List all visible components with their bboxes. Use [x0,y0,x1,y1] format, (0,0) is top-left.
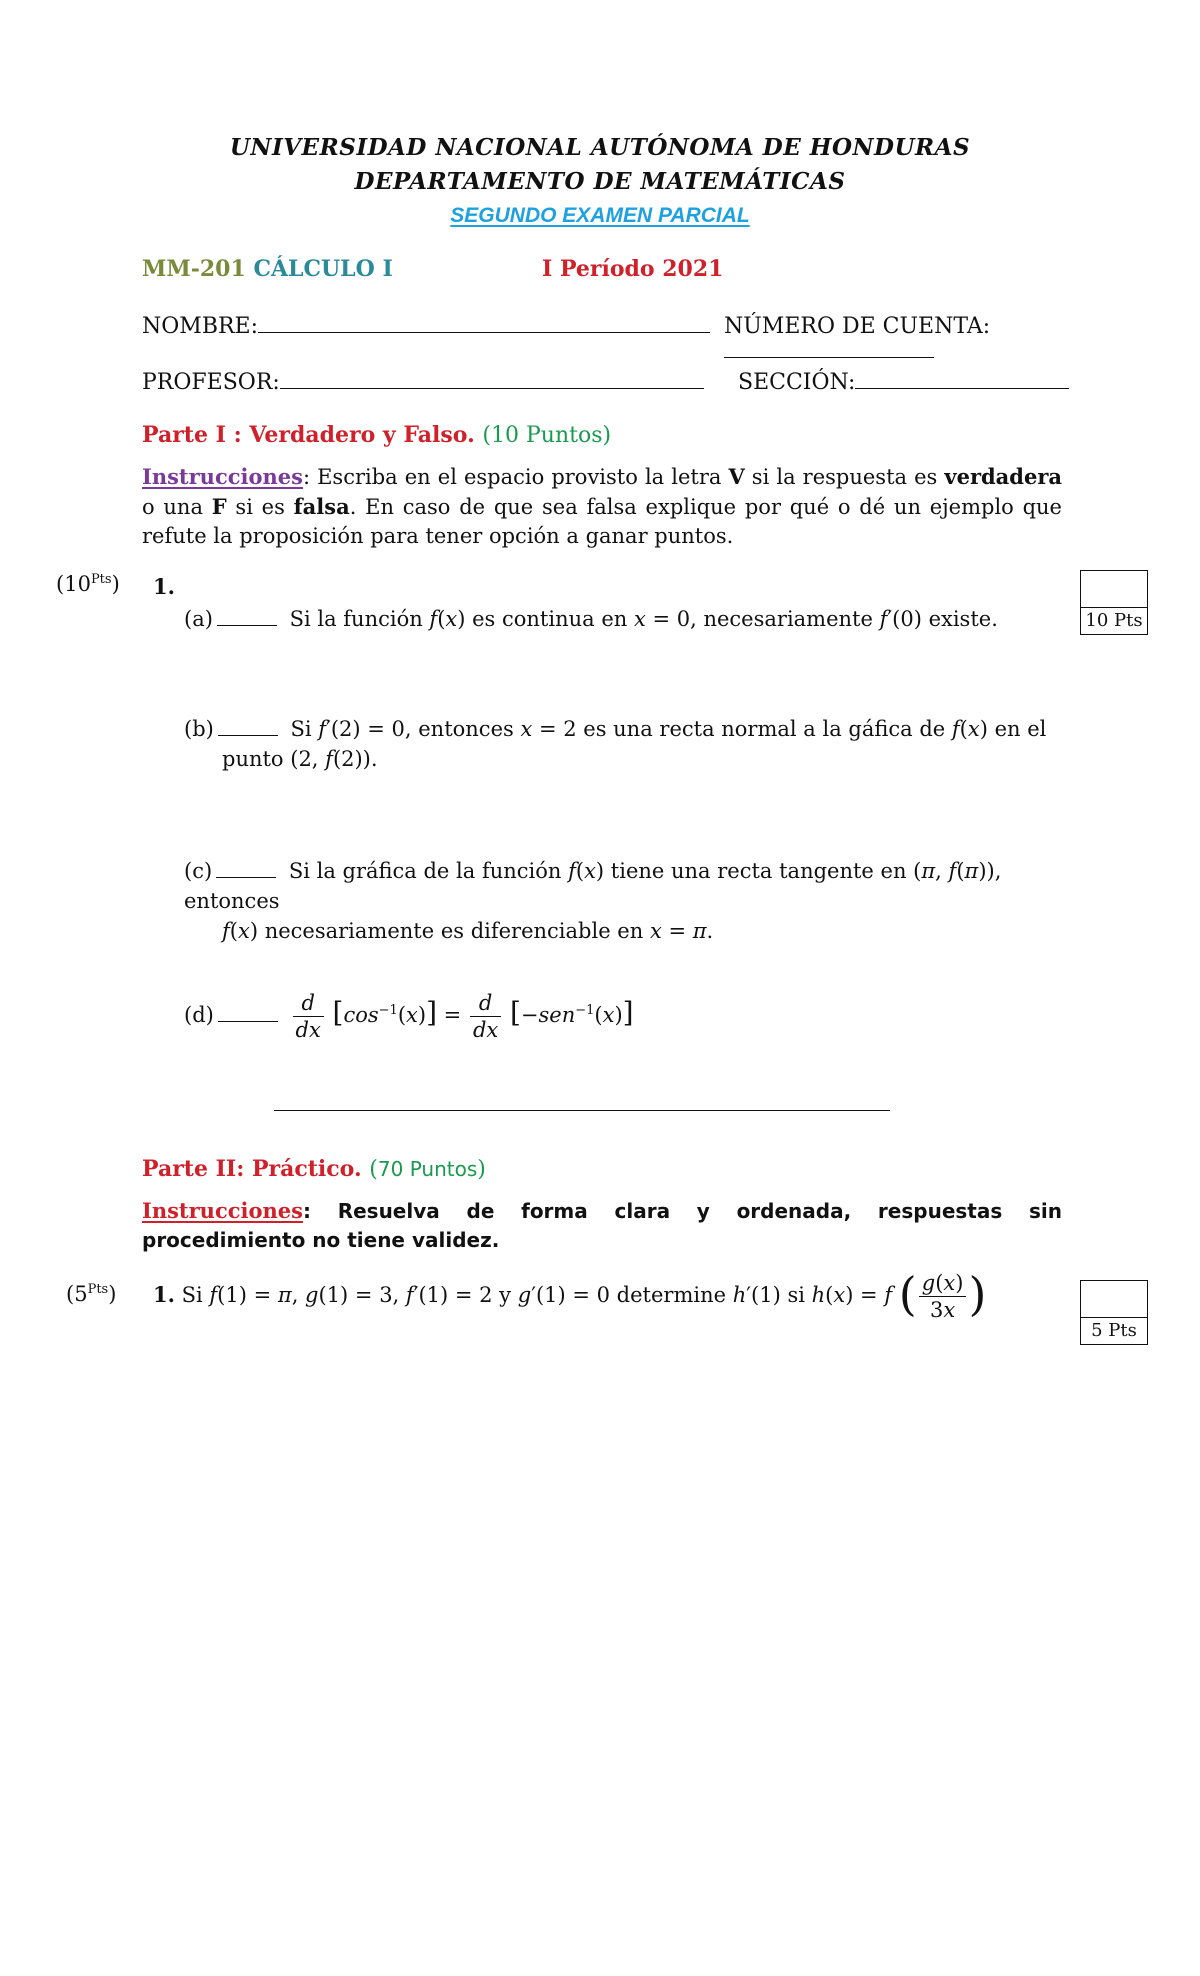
part1-instr-text-e: . En caso de que sea falsa explique por qué o dé un ejemplo que refute la proposición para tener opción a ganar puntos. [142,495,1062,548]
part1-instr-text-b: si la respuesta es [744,465,945,489]
name-field[interactable] [142,314,710,339]
exam-type-label: SEGUNDO EXAMEN PARCIAL [450,204,750,227]
part1-q1-points-unit: Pts [90,572,112,587]
part1-points: 10 Puntos [491,423,603,448]
section-line[interactable] [855,388,1069,389]
part1-score-box[interactable] [1080,570,1148,635]
professor-line[interactable] [280,388,704,389]
part2-q1-number: 1. [153,1282,175,1307]
part1-instructions-label: Instrucciones [142,464,303,489]
derivative-right: $\frac{d}{dx}$ [470,990,501,1043]
part1-title-text: Parte I : Verdadero y Falso. [142,422,475,448]
word-false: falsa [293,494,350,519]
part1-q1-number: 1. [153,574,175,599]
letter-v: V [728,464,745,489]
section-field[interactable] [738,370,1069,395]
score-box-label: 10 Pts [1085,610,1143,631]
section-divider [274,1110,890,1111]
account-field[interactable] [724,314,1200,364]
item-b-blank[interactable] [218,735,278,736]
course-line [142,256,393,282]
item-d: (d) $\frac{d}{dx}$ $[\cos^{-1}(x)]$ = $\frac{d}{dx}$ [−sen$^{-1}$(x)] [184,991,634,1042]
section-label: SECCIÓN: [738,370,856,395]
part1-title: Parte I : Verdadero y Falso. (10 Puntos) [142,422,612,448]
course-code: MM-201 [142,256,246,282]
derivative-left: $\frac{d}{dx}$ [293,990,324,1043]
part2-q1-points-unit: Pts [87,1282,109,1297]
exam-type [0,204,1200,228]
university-title: UNIVERSIDAD NACIONAL AUTÓNOMA DE HONDURAS [229,134,971,161]
fraction-g-over-3x: $\frac{g(x)}{3x}$ [919,1270,967,1323]
course-name: CÁLCULO I [253,256,393,282]
part1-instructions [142,462,1062,551]
score-box-blank-2[interactable] [1081,1281,1147,1318]
item-a: (a) Si la función f(x) es continua en x = 0, necesariamente f′(0) existe. [184,607,998,631]
part1-q1-points-value: 10 [64,572,91,596]
item-b: (b) Si f′(2) = 0, entonces x = 2 es una recta normal a la gáfica de f(x) en el punto (2, f(2)). [184,717,1047,771]
item-c: (c) Si la gráfica de la función f(x) tiene una recta tangente en (π, f(π)), entonces f(x) necesariamente es diferenciable en x = π. [184,859,1002,943]
part2-instructions [142,1196,1062,1255]
part1-instr-text-a: : Escriba en el espacio provisto la letra [302,465,729,489]
part2-q1-points-value: 5 [74,1282,88,1306]
item-b-label: (b) [184,717,214,741]
item-a-blank[interactable] [217,625,277,626]
professor-label: PROFESOR: [142,370,280,395]
item-d-blank[interactable] [218,1021,278,1022]
part1-q1-points: $(10^{Pts})$ [56,572,120,596]
part2-title: Parte II: Práctico. (70 Puntos) [142,1156,486,1182]
part2-points: 70 Puntos [377,1157,478,1181]
part2-title-text: Parte II: Práctico. [142,1156,362,1182]
part1-instr-text-c: o una [142,495,212,519]
part2-q1-points: $(5^{Pts})$ [66,1282,117,1306]
part2-instructions-text: : Resuelva de forma clara y ordenada, respuestas sin procedimiento no tiene validez. [142,1199,1062,1252]
letter-f: F [211,494,227,519]
score-box-label-2: 5 Pts [1091,1320,1137,1341]
score-box-blank[interactable] [1081,571,1147,608]
part2-q1: 1. Si f(1) = π, g(1) = 3, f′(1) = 2 y g′(1) = 0 determine h′(1) si h(x) = f ( $\frac{g(x)}{3x}$ ) [153,1266,987,1322]
name-line[interactable] [258,332,710,333]
item-a-label: (a) [184,607,213,631]
account-label: NÚMERO DE CUENTA: [724,314,991,339]
part2-instructions-label: Instrucciones [142,1198,303,1223]
part2-score-box[interactable] [1080,1280,1148,1345]
department-title: DEPARTAMENTO DE MATEMÁTICAS [354,168,846,195]
item-c-label: (c) [184,859,213,883]
item-c-blank[interactable] [216,877,276,878]
word-true: verdadera [944,464,1063,489]
professor-field[interactable] [142,370,704,395]
part1-instr-text-d: si es [226,495,294,519]
account-line[interactable] [724,357,934,358]
course-period: I Período 2021 [542,256,724,282]
item-d-label: (d) [184,1003,214,1027]
name-label: NOMBRE: [142,314,259,339]
